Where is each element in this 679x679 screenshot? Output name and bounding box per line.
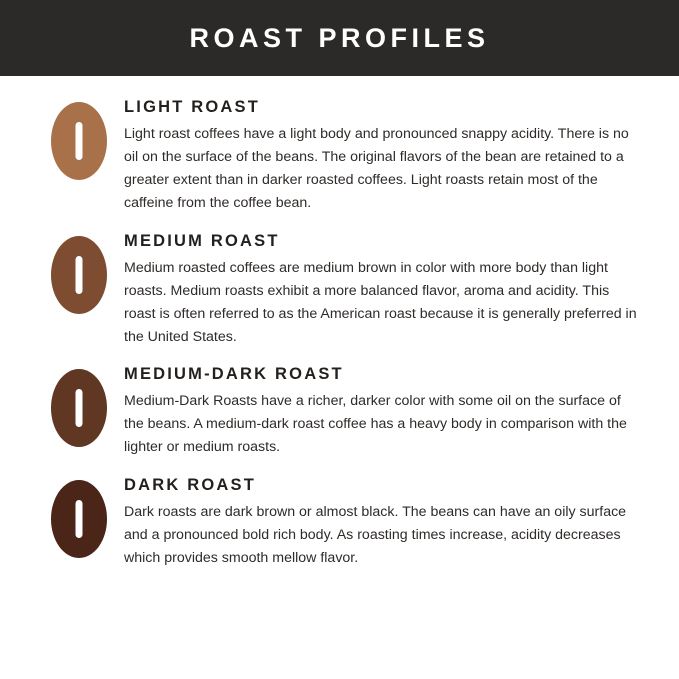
list-item <box>34 365 645 459</box>
roast-text-cell <box>124 476 645 570</box>
page-title: ROAST PROFILES <box>189 22 490 53</box>
roast-description: Medium-Dark Roasts have a richer, darker color with some oil on the surface of the beans. A medium-dark roast coffee has a heavy body in comparison with the lighter or medium roasts. <box>124 393 627 456</box>
bean-icon-cell <box>34 98 124 180</box>
list-item <box>34 98 645 216</box>
roast-text-cell <box>124 98 645 216</box>
roast-description: Dark roasts are dark brown or almost black. The beans can have an oily surface and a pronounced bold rich body. As roasting times increase, acidity decreases which provides smooth mellow flavor. <box>124 503 627 566</box>
coffee-bean-icon <box>51 369 107 447</box>
roast-text-cell <box>124 232 645 350</box>
coffee-bean-icon <box>51 236 107 314</box>
list-item <box>34 476 645 570</box>
bean-icon-cell <box>34 232 124 314</box>
roast-heading: LIGHT ROAST <box>124 98 261 116</box>
roast-heading: MEDIUM-DARK ROAST <box>124 365 344 384</box>
bean-crease <box>76 500 83 538</box>
roast-heading: DARK ROAST <box>124 475 256 494</box>
bean-crease <box>76 256 83 294</box>
bean-icon-cell <box>34 365 124 447</box>
coffee-bean-icon <box>51 480 107 558</box>
roast-heading: MEDIUM ROAST <box>124 231 280 250</box>
roast-text-cell <box>124 365 645 459</box>
roast-list <box>0 76 679 570</box>
bean-crease <box>76 122 83 160</box>
roast-description: Light roast coffees have a light body and pronounced snappy acidity. There is no oil on the surface of the beans. The original flavors of the bean are retained to a greater extent than in darker roasted coffees. Light roasts retain most of the caffeine from the coffee bean. <box>124 126 629 212</box>
bean-crease <box>76 389 83 427</box>
roast-description: Medium roasted coffees are medium brown in color with more body than light roasts. Medium roasts exhibit a more balanced flavor, aroma and acidity. This roast is often referred to as the American roast because it is generally preferred in the United States. <box>124 259 637 345</box>
bean-icon-cell <box>34 476 124 558</box>
list-item <box>34 232 645 350</box>
header-banner <box>0 0 679 76</box>
coffee-bean-icon <box>51 102 107 180</box>
